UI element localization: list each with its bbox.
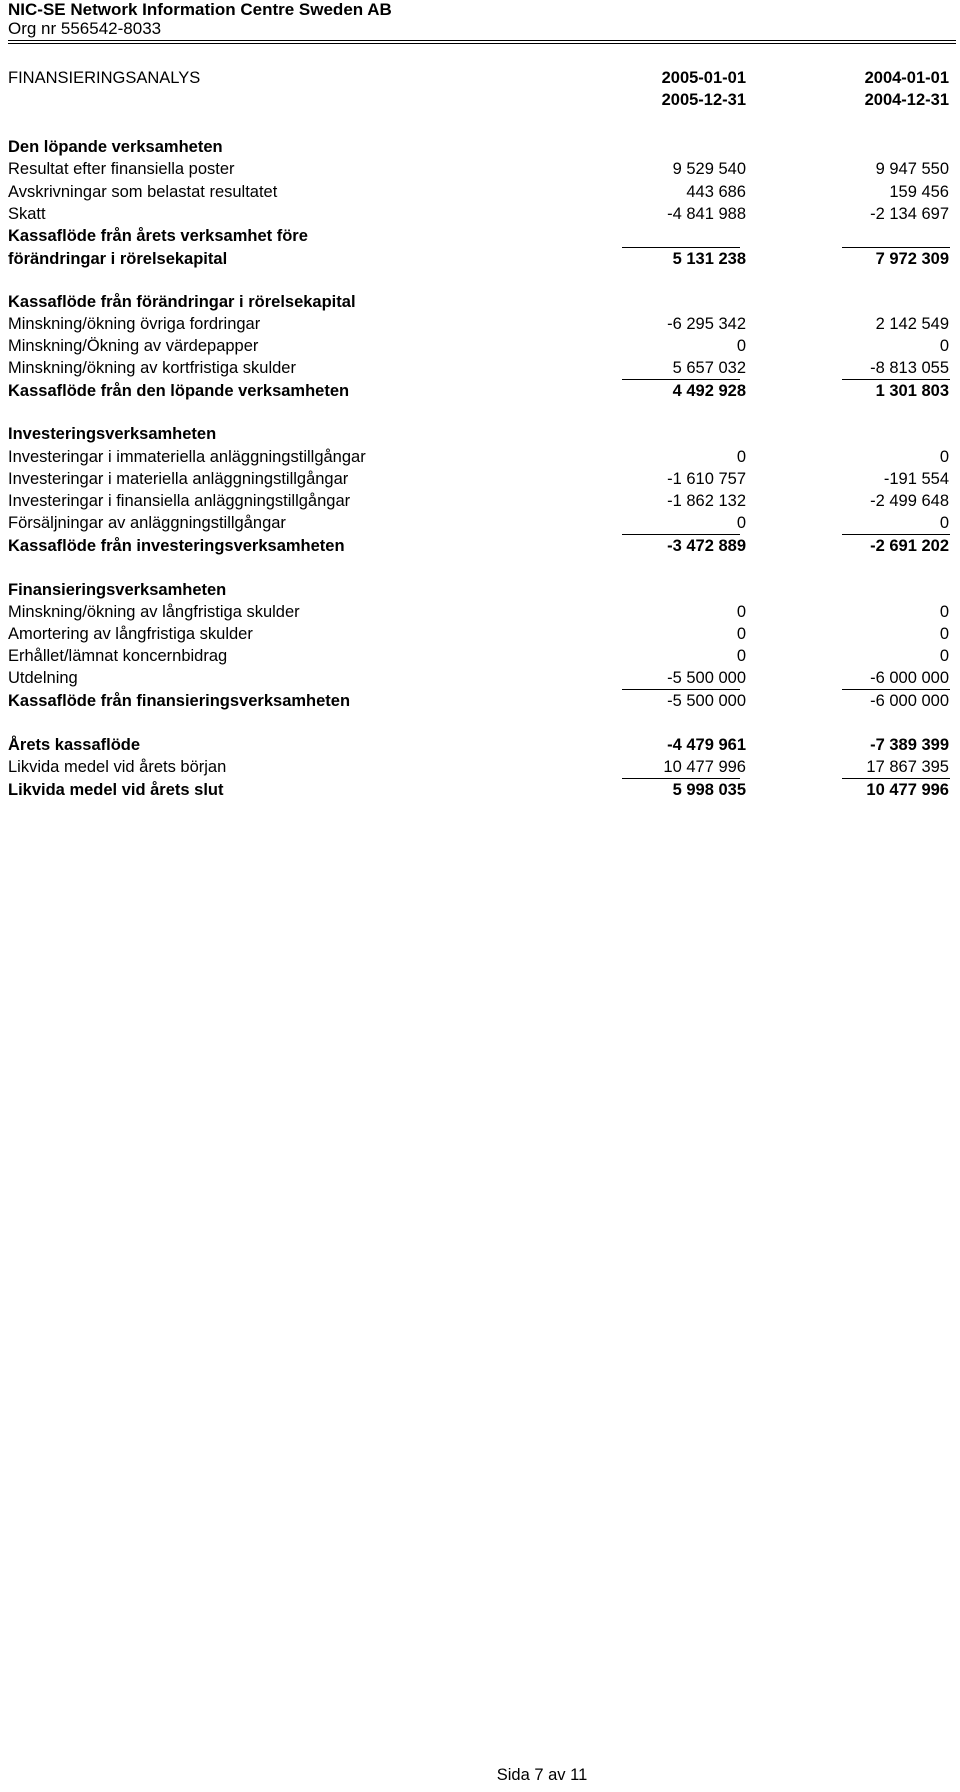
- section-heading: [8, 578, 956, 602]
- row-value-2005: 0: [736, 337, 746, 355]
- table-row: [8, 489, 956, 513]
- table-row: [8, 224, 956, 248]
- row-value-2004: 0: [939, 603, 949, 621]
- row-value-2004: -191 554: [883, 470, 949, 488]
- table-row: [8, 202, 956, 226]
- row-label: Avskrivningar som belastat resultatet: [8, 183, 278, 201]
- row-value-2004: -8 813 055: [870, 359, 949, 377]
- subtotal-row: [8, 379, 956, 403]
- subtotal-row: [8, 247, 956, 271]
- row-value-2005: 0: [736, 625, 746, 643]
- row-label: Minskning/Ökning av värdepapper: [8, 337, 259, 355]
- org-number: Org nr 556542-8033: [8, 19, 162, 38]
- row-value-2004: -7 389 399: [870, 736, 949, 754]
- row-label: Likvida medel vid årets slut: [8, 781, 224, 799]
- row-value-2004: 0: [939, 647, 949, 665]
- row-value-2004: 17 867 395: [866, 758, 949, 776]
- row-value-2005: 4 492 928: [672, 382, 746, 400]
- row-value-2004: 0: [939, 337, 949, 355]
- section-heading: [8, 422, 956, 446]
- row-label: Finansieringsverksamheten: [8, 581, 227, 599]
- row-value-2004: 0: [939, 448, 949, 466]
- row-value-2005: -4 479 961: [667, 736, 746, 754]
- table-row: [8, 622, 956, 646]
- table-row: [8, 467, 956, 491]
- row-label: Kassaflöde från den löpande verksamheten: [8, 382, 350, 400]
- row-label: Investeringar i immateriella anläggningstillgångar: [8, 448, 366, 466]
- row-label: Försäljningar av anläggningstillgångar: [8, 514, 286, 532]
- page-footer: [0, 1766, 960, 1785]
- table-row: [8, 445, 956, 469]
- row-value-2004: 1 301 803: [875, 382, 949, 400]
- row-value-2005: -6 295 342: [667, 315, 746, 333]
- table-row: [8, 733, 956, 757]
- row-label: Investeringsverksamheten: [8, 425, 217, 443]
- row-label: Investeringar i finansiella anläggningstillgångar: [8, 492, 351, 510]
- section-heading: [8, 135, 956, 159]
- row-value-2004: -2 134 697: [870, 205, 949, 223]
- table-row: [8, 755, 956, 779]
- row-label: förändringar i rörelsekapital: [8, 250, 228, 268]
- row-value-2004: 0: [939, 514, 949, 532]
- table-title-row: [8, 66, 956, 90]
- row-label: Kassaflöde från förändringar i rörelsekapital: [8, 293, 356, 311]
- col2-from: 2004-01-01: [864, 69, 949, 87]
- row-label: Likvida medel vid årets början: [8, 758, 227, 776]
- row-label: Årets kassaflöde: [8, 736, 141, 754]
- row-value-2005: 0: [736, 603, 746, 621]
- table-row: [8, 312, 956, 336]
- row-value-2005: -1 610 757: [667, 470, 746, 488]
- row-value-2005: 5 131 238: [672, 250, 746, 268]
- row-label: Erhållet/lämnat koncernbidrag: [8, 647, 228, 665]
- table-row: [8, 600, 956, 624]
- total-row: [8, 778, 956, 802]
- row-label: Den löpande verksamheten: [8, 138, 223, 156]
- row-value-2005: -1 862 132: [667, 492, 746, 510]
- row-value-2005: -5 500 000: [667, 669, 746, 687]
- col2-to: 2004-12-31: [864, 91, 949, 109]
- table-row: [8, 334, 956, 358]
- row-value-2004: -6 000 000: [870, 669, 949, 687]
- table-row: [8, 157, 956, 181]
- company-name: NIC-SE Network Information Centre Sweden AB: [8, 0, 392, 19]
- col1-from: 2005-01-01: [661, 69, 746, 87]
- table-row: [8, 356, 956, 380]
- row-value-2005: 5 657 032: [672, 359, 746, 377]
- row-value-2005: 0: [736, 448, 746, 466]
- row-value-2004: 0: [939, 625, 949, 643]
- row-label: Utdelning: [8, 669, 78, 687]
- row-value-2005: 0: [736, 647, 746, 665]
- row-value-2005: 0: [736, 514, 746, 532]
- row-value-2005: 5 998 035: [672, 781, 746, 799]
- table-row: [8, 644, 956, 668]
- row-label: Minskning/ökning övriga fordringar: [8, 315, 261, 333]
- row-label: Kassaflöde från finansieringsverksamheten: [8, 692, 351, 710]
- section-heading: [8, 290, 956, 314]
- row-value-2005: 10 477 996: [663, 758, 746, 776]
- row-value-2004: 2 142 549: [875, 315, 949, 333]
- table-row: [8, 666, 956, 690]
- row-value-2005: -3 472 889: [667, 537, 746, 555]
- row-label: Minskning/ökning av långfristiga skulder: [8, 603, 300, 621]
- row-label: Skatt: [8, 205, 46, 223]
- row-label: Kassaflöde från investeringsverksamheten: [8, 537, 345, 555]
- row-value-2004: 159 456: [889, 183, 949, 201]
- row-value-2004: 7 972 309: [875, 250, 949, 268]
- header-rule-top: [8, 40, 956, 41]
- row-label: Minskning/ökning av kortfristiga skulder: [8, 359, 296, 377]
- table-period-row: [8, 88, 956, 112]
- col1-to: 2005-12-31: [661, 91, 746, 109]
- table-row: [8, 511, 956, 535]
- subtotal-row: [8, 534, 956, 558]
- row-value-2005: 9 529 540: [672, 160, 746, 178]
- row-label: Amortering av långfristiga skulder: [8, 625, 253, 643]
- row-value-2005: -5 500 000: [667, 692, 746, 710]
- row-value-2004: -2 499 648: [870, 492, 949, 510]
- row-value-2004: -6 000 000: [870, 692, 949, 710]
- header-rule-bottom: [8, 43, 956, 44]
- page-number: Sida 7 av 11: [496, 1766, 588, 1784]
- subtotal-row: [8, 689, 956, 713]
- row-value-2004: 9 947 550: [875, 160, 949, 178]
- row-value-2005: 443 686: [686, 183, 746, 201]
- row-value-2004: 10 477 996: [866, 781, 949, 799]
- table-row: [8, 180, 956, 204]
- row-value-2005: -4 841 988: [667, 205, 746, 223]
- table-title: FINANSIERINGSANALYS: [8, 69, 201, 87]
- row-label: Investeringar i materiella anläggningstillgångar: [8, 470, 349, 488]
- row-value-2004: -2 691 202: [870, 537, 949, 555]
- row-label: Kassaflöde från årets verksamhet före: [8, 227, 308, 245]
- row-label: Resultat efter finansiella poster: [8, 160, 235, 178]
